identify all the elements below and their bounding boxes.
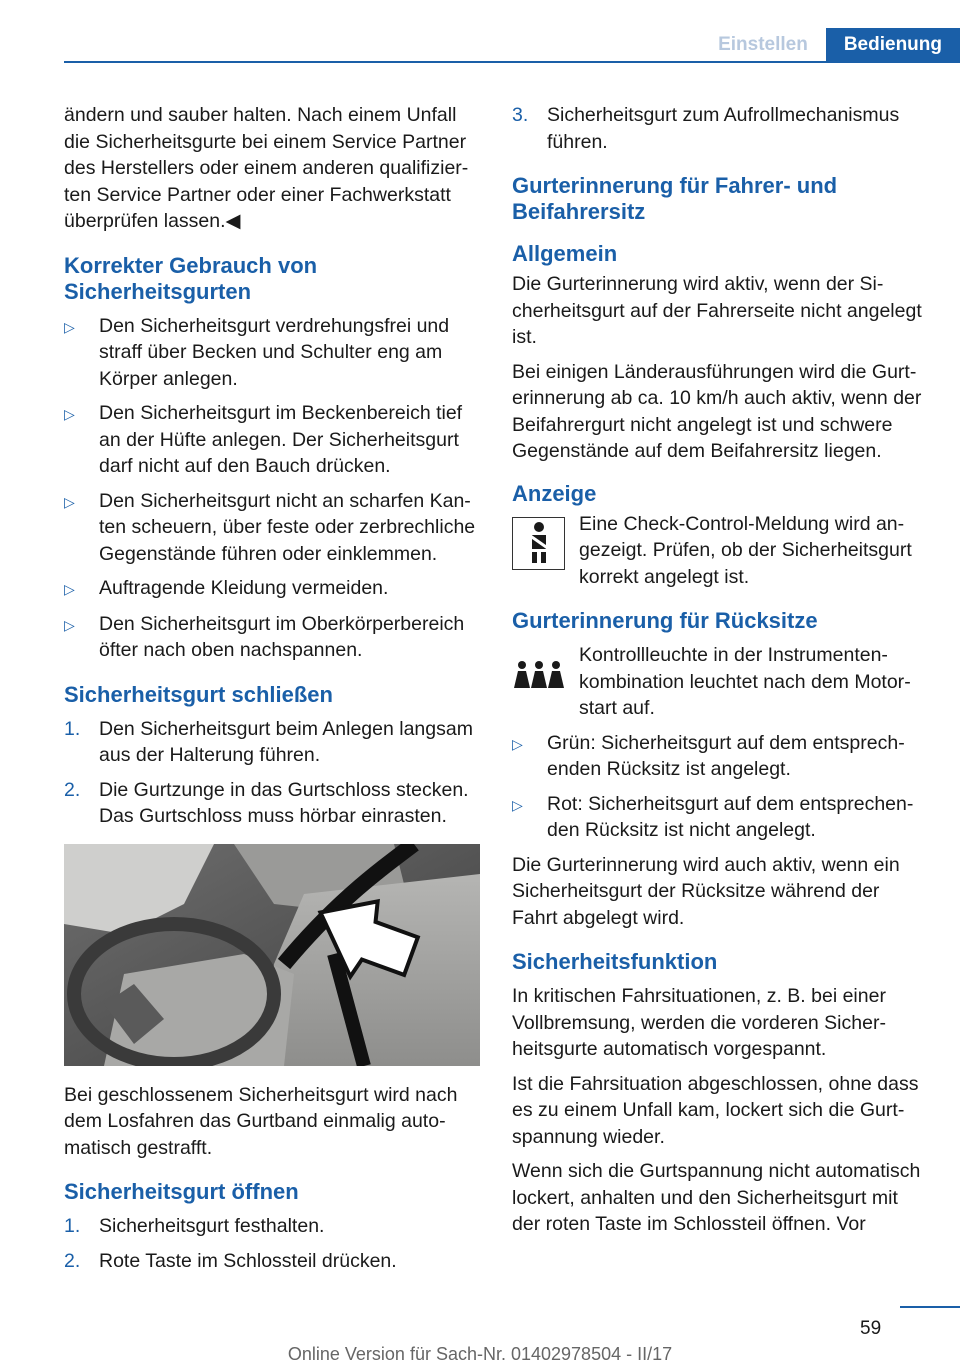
heading-korrekter-gebrauch: Korrekter Gebrauch von Sicherheitsgurten (64, 252, 318, 304)
bullet-list-ruecksitze (512, 730, 930, 844)
list-item (64, 313, 482, 393)
funktion-paragraph-1: In kritischen Fahrsituationen, z. B. bei einer Vollbremsung, werden die vorderen Sicherheitsgurte automatisch vorgespannt. (512, 985, 886, 1060)
list-item-text: Den Sicherheitsgurt im Oberkörperbereich öfter nach oben nachspannen. (99, 612, 465, 661)
list-item-text: Den Sicherheitsgurt im Beckenbereich tief an der Hüfte anlegen. Der Sicherheitsgurt darf nicht auf den Bauch drücken. (99, 402, 463, 477)
list-item (64, 611, 482, 664)
left-column (64, 102, 482, 1282)
heading-oeffnen: Sicherheitsgurt öffnen (64, 1179, 299, 1204)
list-item-text: Rot: Sicherheitsgurt auf dem entsprechenden Rücksitz ist nicht angelegt. (547, 792, 914, 841)
triangle-bullet-icon: ▷ (512, 796, 523, 813)
triangle-bullet-icon: ▷ (64, 406, 75, 422)
step-text: Sicherheitsgurt zum Aufrollmechanismus führen. (547, 104, 900, 153)
list-item (64, 575, 482, 603)
chapter-tabs (700, 28, 960, 62)
page-number: 59 (860, 1318, 882, 1339)
step-item (512, 102, 930, 155)
list-item (64, 400, 482, 480)
step-item (64, 1213, 482, 1240)
step-number: 1. (64, 717, 81, 740)
ruecksitze-text: Kontrollleuchte in der Instrumentenkombination leuchtet nach dem Motorstart auf. (579, 644, 911, 719)
step-number: 3. (512, 104, 529, 126)
funktion-paragraph-3: Wenn sich die Gurtspannung nicht automatisch lockert, anhalten und den Sicherheitsgurt mit der roten Taste im Schlossteil öffnen. Vor (512, 1160, 921, 1235)
list-item-text: Den Sicherheitsgurt nicht an scharfen Kanten scheuern, über feste oder zerbrechliche Gegenstände führen oder einklemmen. (99, 489, 476, 565)
funktion-paragraph-2: Ist die Fahrsituation abgeschlossen, ohne dass es zu einem Unfall kam, lockert sich die Gurtspannung wieder. (512, 1072, 919, 1148)
anzeige-text: Eine Check-Control-Meldung wird angezeigt. Prüfen, ob der Sicherheitsgurt korrekt angelegt ist. (579, 512, 912, 588)
list-item-text: Den Sicherheitsgurt verdrehungsfrei und straff über Becken und Schulter eng am Körper anlegen. (99, 314, 450, 390)
heading-ruecksitze: Gurterinnerung für Rücksitze (512, 608, 818, 633)
triangle-bullet-icon: ▷ (512, 735, 523, 752)
triangle-bullet-icon: ▷ (64, 493, 75, 510)
step-number: 2. (64, 1249, 81, 1272)
heading-schliessen: Sicherheitsgurt schließen (64, 681, 333, 707)
tab-bedienung[interactable]: Bedienung (826, 28, 960, 62)
allgemein-paragraph-1: Die Gurterinnerung wird aktiv, wenn der Sicherheitsgurt auf der Fahrerseite nicht angelegt ist. (512, 273, 922, 348)
list-item (512, 791, 930, 844)
footer-rule (900, 1306, 960, 1308)
step-item (64, 777, 482, 830)
right-column (512, 102, 930, 1246)
ruecksitze-paragraph: Die Gurterinnerung wird auch aktiv, wenn ein Sicherheitsgurt der Rücksitze während der Fahrt abgelegt wird. (512, 853, 900, 929)
list-item (64, 488, 482, 568)
steps-schliessen (64, 716, 482, 830)
heading-sicherheitsfunktion: Sicherheitsfunktion (512, 949, 718, 974)
triangle-bullet-icon: ▷ (64, 581, 75, 597)
anzeige-row (512, 511, 930, 591)
list-item-text: Grün: Sicherheitsgurt auf dem entsprechenden Rücksitz ist angelegt. (547, 731, 905, 780)
heading-anzeige: Anzeige (512, 480, 597, 506)
step-text: Rote Taste im Schlossteil drücken. (99, 1249, 397, 1272)
list-item (512, 730, 930, 783)
step-number: 2. (64, 778, 81, 801)
heading-allgemein: Allgemein (512, 241, 618, 266)
triangle-bullet-icon: ▷ (64, 318, 75, 335)
step-item (64, 716, 482, 769)
triangle-bullet-icon: ▷ (64, 616, 75, 633)
allgemein-paragraph-2: Bei einigen Länderausführungen wird die Gurterinnerung ab ca. 10 km/h auch aktiv, wenn der Beifahrergurt nicht angelegt ist und schwere Gegenstände auf dem Beifahrersitz liegen. (512, 360, 922, 462)
step-text: Den Sicherheitsgurt beim Anlegen langsam aus der Halterung führen. (99, 717, 473, 766)
header-rule (64, 61, 960, 63)
bullet-list-korrekt (64, 313, 482, 664)
step-text: Sicherheitsgurt festhalten. (99, 1215, 325, 1237)
steps-oeffnen (64, 1213, 482, 1274)
intro-paragraph: ändern und sauber halten. Nach einem Unfall die Sicherheitsgurte bei einem Service Partner des Herstellers oder einem anderen qualifizierten Service Partner oder einer Fachwerkstatt überprüfen lassen.◀ (64, 104, 469, 232)
rear-seat-occupants-icon (512, 648, 565, 701)
seatbelt-warning-icon (512, 517, 565, 570)
tab-einstellen[interactable]: Einstellen (700, 28, 826, 62)
online-version-footer: Online Version für Sach-Nr. 01402978504 - II/17 (287, 1344, 673, 1364)
seatbelt-photo (64, 844, 480, 1066)
step-item (64, 1248, 482, 1275)
step-text: Die Gurtzunge in das Gurtschloss stecken. Das Gurtschloss muss hörbar einrasten. (99, 778, 469, 827)
ruecksitze-row (512, 642, 930, 722)
after-photo-paragraph: Bei geschlossenem Sicherheitsgurt wird nach dem Losfahren das Gurtband einmalig automatisch gestrafft. (64, 1083, 458, 1159)
step-number: 1. (64, 1215, 81, 1237)
heading-gurterinnerung: Gurterinnerung für Fahrer- und Beifahrersitz (512, 173, 838, 224)
list-item-text: Auftragende Kleidung vermeiden. (99, 577, 389, 599)
